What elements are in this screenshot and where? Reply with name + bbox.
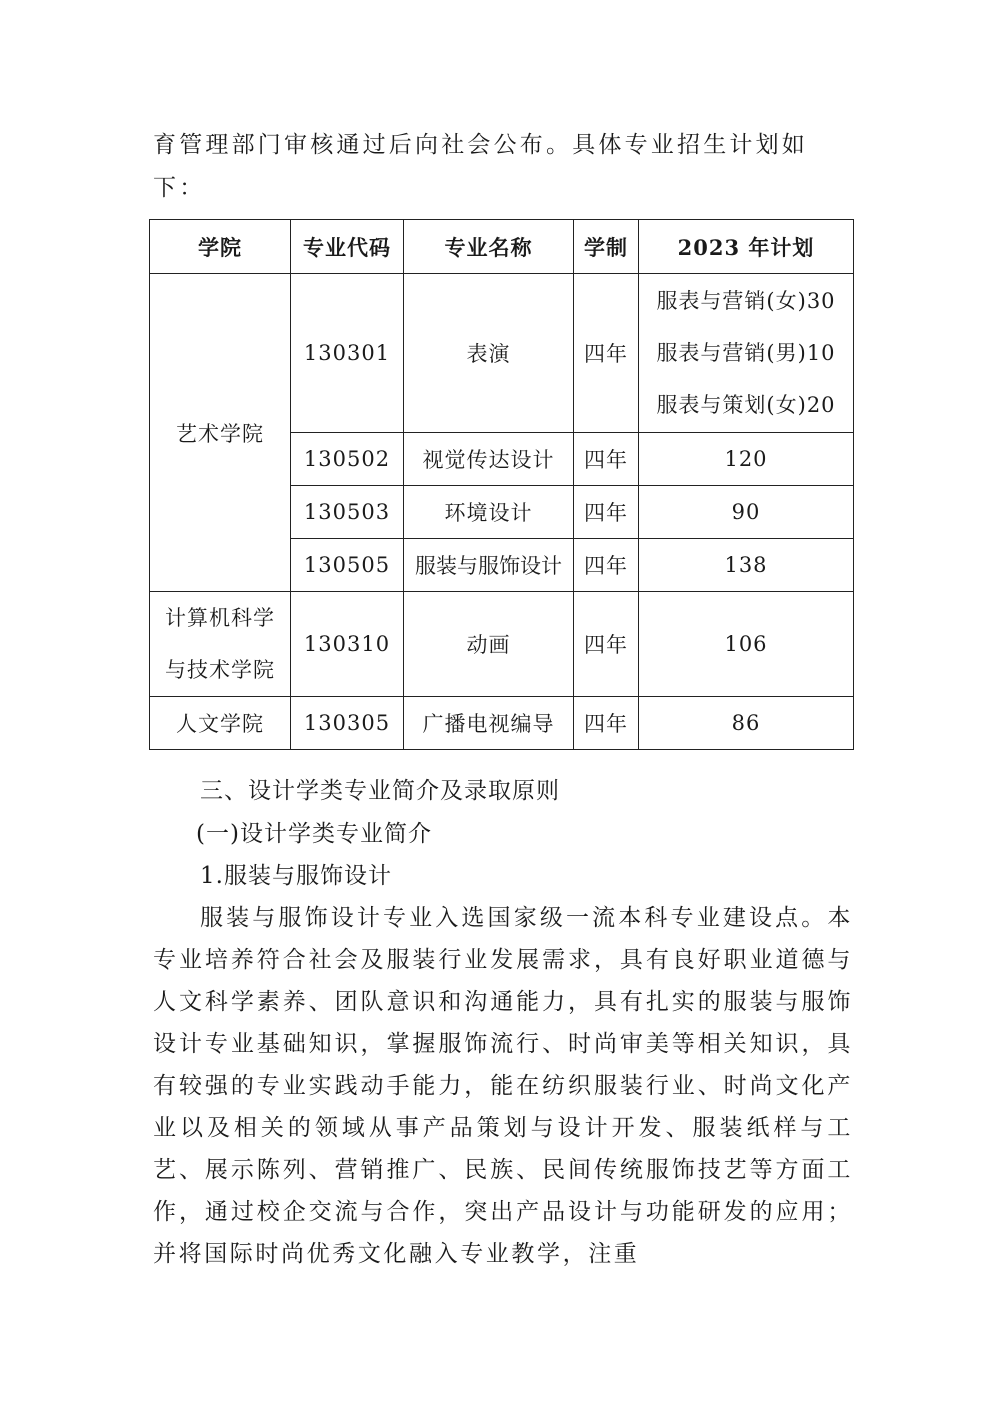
major-code: 130301 [291, 274, 404, 433]
plan-value: 120 [639, 433, 854, 486]
college-cs [150, 592, 291, 697]
header-duration: 学制 [574, 220, 639, 274]
major-duration: 四年 [574, 433, 639, 486]
intro-paragraph: 育管理部门审核通过后向社会公布。具体专业招生计划如下： [153, 132, 808, 201]
header-major: 专业名称 [404, 220, 574, 274]
major-duration: 四年 [574, 486, 639, 539]
major-name: 广播电视编导 [404, 697, 574, 750]
table-header-row [150, 220, 854, 274]
major-name: 动画 [404, 592, 574, 697]
section-heading: 三、设计学类专业简介及录取原则 [200, 778, 560, 804]
college-cs-line: 与技术学院 [165, 658, 275, 682]
enrollment-plan-table [149, 219, 854, 750]
college-cs-line: 计算机科学 [165, 606, 275, 630]
header-plan: 2023 年计划 [639, 220, 854, 274]
plan-line: 服表与营销(男)10 [656, 341, 836, 365]
major-name: 视觉传达设计 [404, 433, 574, 486]
plan-value: 138 [639, 539, 854, 592]
plan-line: 服表与营销(女)30 [656, 289, 836, 313]
plan-value: 106 [639, 592, 854, 697]
plan-cell [639, 274, 854, 433]
table-row [150, 697, 854, 750]
major-code: 130505 [291, 539, 404, 592]
major-name: 服装与服饰设计 [404, 539, 574, 592]
major-code: 130502 [291, 433, 404, 486]
table-row [150, 274, 854, 433]
plan-value: 90 [639, 486, 854, 539]
major-code: 130503 [291, 486, 404, 539]
major-duration: 四年 [574, 539, 639, 592]
major-name: 表演 [404, 274, 574, 433]
major-code: 130310 [291, 592, 404, 697]
major-name: 环境设计 [404, 486, 574, 539]
major-description: 服装与服饰设计专业入选国家级一流本科专业建设点。本专业培养符合社会及服装行业发展需求，具有良好职业道德与人文科学素养、团队意识和沟通能力，具有扎实的服装与服饰设计专业基础知识，掌握服饰流行、时尚审美等相关知识，具有较强的专业实践动手能力，能在纺织服装行业、时尚文化产业以及相关的领域从事产品策划与设计开发、服装纸样与工艺、展示陈列、营销推广、民族、民间传统服饰技艺等方面工作，通过校企交流与合作，突出产品设计与功能研发的应用；并将国际时尚优秀文化融入专业教学，注重 [153, 905, 853, 1267]
major-duration: 四年 [574, 592, 639, 697]
table-row [150, 592, 854, 697]
plan-line: 服表与策划(女)20 [656, 393, 836, 417]
major-heading: 1.服装与服饰设计 [200, 863, 392, 889]
major-code: 130305 [291, 697, 404, 750]
header-code: 专业代码 [291, 220, 404, 274]
major-duration: 四年 [574, 274, 639, 433]
college-art: 艺术学院 [150, 274, 291, 592]
major-duration: 四年 [574, 697, 639, 750]
plan-value: 86 [639, 697, 854, 750]
subsection-heading: (一)设计学类专业简介 [196, 821, 432, 847]
header-college: 学院 [150, 220, 291, 274]
college-humanities: 人文学院 [150, 697, 291, 750]
